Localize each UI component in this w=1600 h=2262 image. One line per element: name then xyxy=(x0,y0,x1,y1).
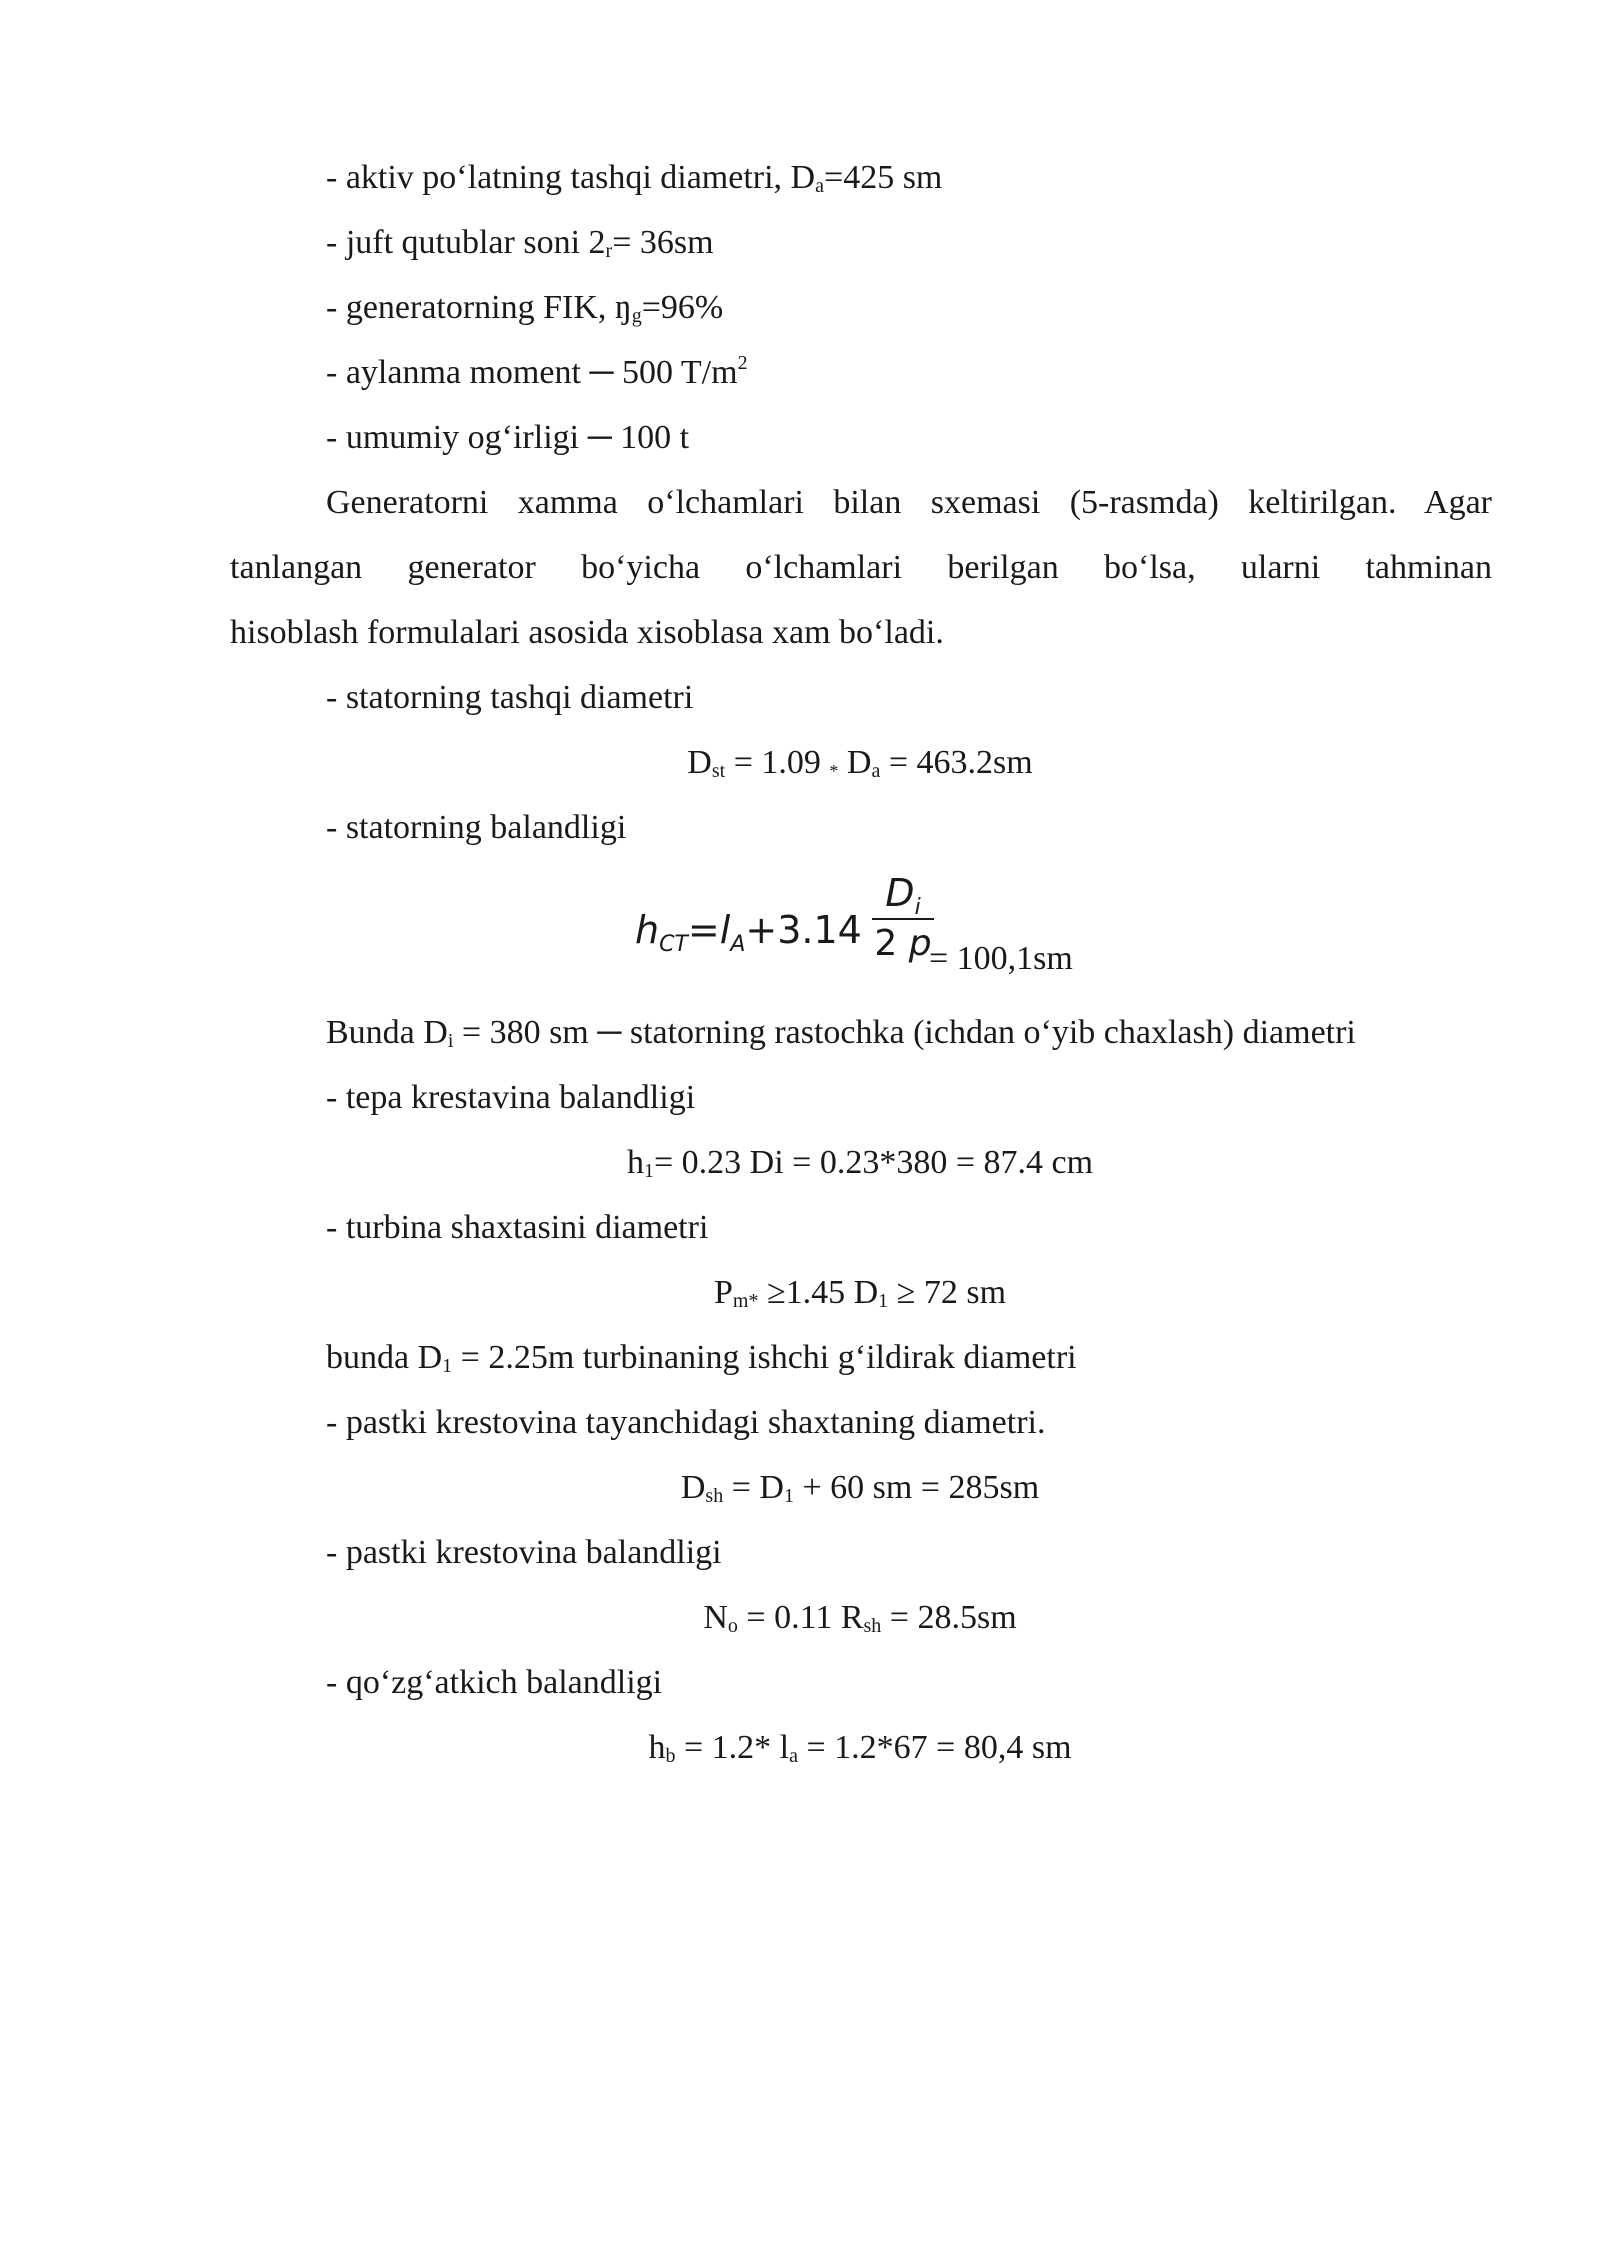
text: = 36sm xyxy=(612,224,714,261)
text: =425 sm xyxy=(824,159,943,196)
subscript: a xyxy=(871,760,881,782)
subscript: CT xyxy=(659,932,688,957)
fraction xyxy=(872,870,934,966)
turbine-shaft-formula xyxy=(0,1273,1600,1313)
text: D xyxy=(838,744,872,781)
text: ≥1.45 D xyxy=(758,1274,879,1311)
formula-lhs xyxy=(635,908,862,957)
text: h xyxy=(626,1144,644,1181)
subscript: st xyxy=(711,760,726,782)
lower-shaft-label: - pastki krestovina tayanchidagi shaxtaning diametri. xyxy=(326,1404,1046,1441)
param-outer-diameter xyxy=(326,158,942,198)
superscript: 2 xyxy=(737,352,748,374)
text: = 1.09 xyxy=(725,744,830,781)
text: Bunda D xyxy=(326,1014,448,1051)
text: N xyxy=(703,1599,728,1636)
fraction-denominator xyxy=(872,922,934,966)
text: - aktiv po‘latning tashqi diametri, D xyxy=(326,159,816,196)
text: bunda D xyxy=(326,1339,443,1376)
text: P xyxy=(713,1274,733,1311)
bore-diameter-note xyxy=(326,1013,1356,1053)
text: 2 xyxy=(874,923,909,964)
top-crossbeam-label: - tepa krestavina balandligi xyxy=(326,1079,696,1116)
text: = 1.2* l xyxy=(675,1729,790,1766)
paragraph-line-3: hisoblash formulalari asosida xisoblasa xam bo‘ladi. xyxy=(230,614,944,651)
text: - generatorning FIK, ŋ xyxy=(326,289,632,326)
subscript: i xyxy=(447,1030,454,1052)
text: = 463.2sm xyxy=(880,744,1033,781)
subscript: * xyxy=(829,761,839,781)
text: = 28.5sm xyxy=(881,1599,1017,1636)
subscript: A xyxy=(730,932,746,957)
text: = 0.23 Di = 0.23*380 = 87.4 cm xyxy=(653,1144,1094,1181)
param-total-weight xyxy=(326,418,689,458)
stator-height-formula xyxy=(635,870,1155,990)
paragraph-line-1: Generatorni xamma o‘lchamlari bilan sxemasi (5-rasmda) keltirilgan. Agar xyxy=(326,484,1492,521)
text: +3.14 xyxy=(745,908,862,952)
text: - umumiy og‘irligi ─ 100 t xyxy=(326,419,690,456)
exciter-formula xyxy=(0,1728,1600,1768)
text: =96% xyxy=(641,289,724,326)
param-efficiency xyxy=(326,288,723,328)
param-torque xyxy=(326,353,748,393)
stator-diameter-formula xyxy=(0,743,1600,783)
subscript: a xyxy=(815,175,825,197)
subscript: 1 xyxy=(878,1290,889,1312)
lower-shaft-formula xyxy=(0,1468,1600,1508)
subscript: m* xyxy=(732,1290,759,1312)
fraction-numerator xyxy=(872,870,934,920)
paragraph-line-2: tanlangan generator bo‘yicha o‘lchamlari berilgan bo‘lsa, ularni tahminan xyxy=(230,549,1492,586)
text: = 0.11 R xyxy=(737,1599,864,1636)
formula-result: = 100,1sm xyxy=(929,940,1073,977)
subscript: sh xyxy=(705,1485,724,1507)
text: - juft qutublar soni 2 xyxy=(326,224,606,261)
subscript: r xyxy=(605,240,613,262)
turbine-shaft-label: - turbina shaxtasini diametri xyxy=(326,1209,709,1246)
text: p xyxy=(908,923,932,964)
text: = 380 sm ─ statorning rastochka (ichdan o‘yib chaxlash) diametri xyxy=(453,1014,1356,1051)
text: D xyxy=(885,871,915,915)
exciter-label: - qo‘zg‘atkich balandligi xyxy=(326,1664,663,1701)
text: h xyxy=(635,908,660,952)
text: + 60 sm = 285sm xyxy=(793,1469,1040,1506)
subscript: 1 xyxy=(783,1485,794,1507)
subscript: 1 xyxy=(442,1355,453,1377)
subscript: b xyxy=(665,1745,676,1767)
top-crossbeam-formula xyxy=(0,1143,1600,1183)
text: ≥ 72 sm xyxy=(888,1274,1007,1311)
text: = 2.25m turbinaning ishchi g‘ildirak diametri xyxy=(452,1339,1077,1376)
text: h xyxy=(648,1729,666,1766)
runner-diameter-note xyxy=(326,1338,1077,1378)
lower-crossbeam-label: - pastki krestovina balandligi xyxy=(326,1534,722,1571)
text: D xyxy=(687,744,712,781)
subscript: sh xyxy=(863,1615,882,1637)
subscript: i xyxy=(914,895,921,920)
subscript: 1 xyxy=(643,1160,654,1182)
text: l xyxy=(719,908,731,952)
text: = D xyxy=(723,1469,784,1506)
subscript: a xyxy=(789,1745,798,1767)
subscript: g xyxy=(631,305,642,327)
stator-height-label: - statorning balandligi xyxy=(326,809,627,846)
param-pole-pairs xyxy=(326,223,714,263)
text: D xyxy=(680,1469,706,1506)
text: - aylanma moment ─ 500 T/m xyxy=(326,354,738,391)
text: = xyxy=(687,908,720,952)
subscript: o xyxy=(727,1615,738,1637)
stator-diameter-label: - statorning tashqi diametri xyxy=(326,679,694,716)
lower-crossbeam-formula xyxy=(0,1598,1600,1638)
fraction-bar xyxy=(872,918,934,920)
text: = 1.2*67 = 80,4 sm xyxy=(797,1729,1072,1766)
